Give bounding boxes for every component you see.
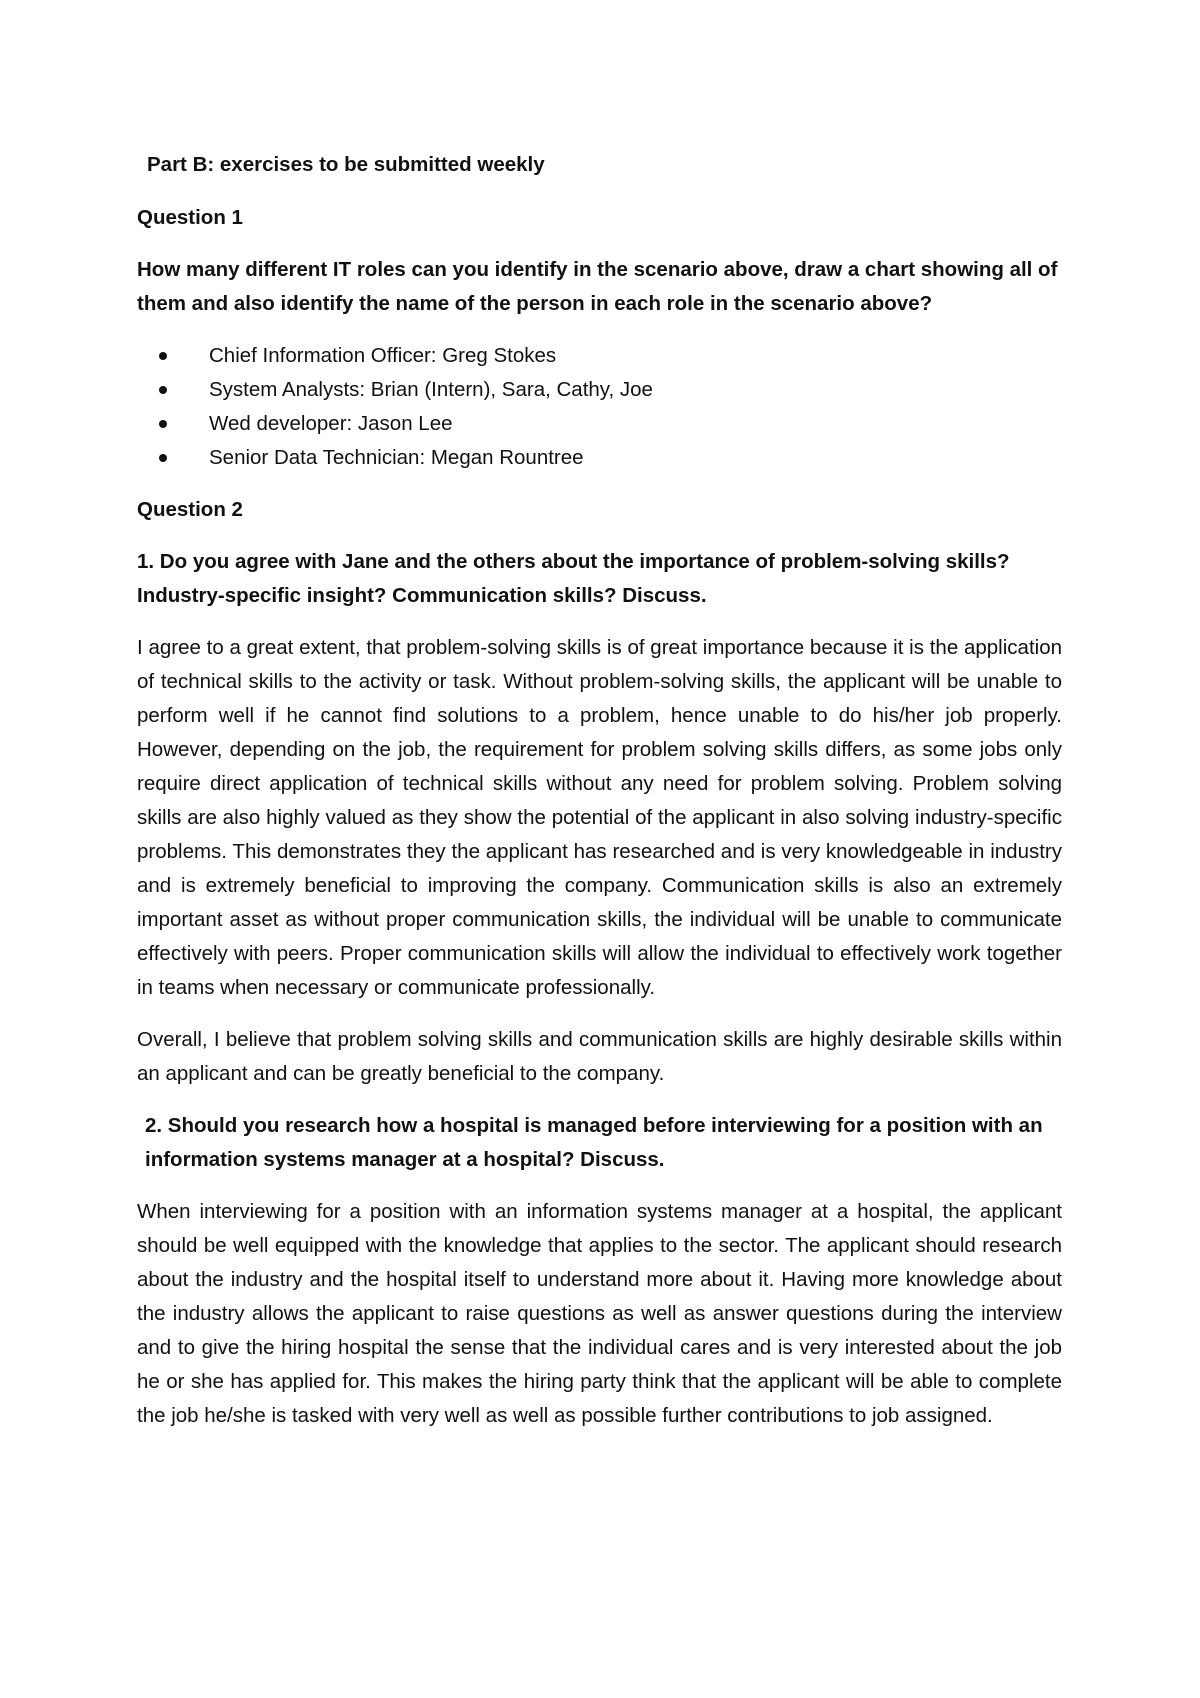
list-item [137, 441, 1062, 475]
question-2-2-prompt: 2. Should you research how a hospital is managed before interviewing for a position with an information systems manager at a hospital? Discuss. [145, 1114, 1043, 1171]
part-title: Part B: exercises to be submitted weekly [147, 153, 545, 176]
role-text: Chief Information Officer: Greg Stokes [209, 344, 557, 367]
bullet-icon [159, 352, 167, 360]
question-2-label: Question 2 [137, 498, 243, 521]
role-text: Wed developer: Jason Lee [209, 412, 453, 435]
list-item [137, 407, 1062, 441]
role-text: System Analysts: Brian (Intern), Sara, Cathy, Joe [209, 378, 653, 401]
question-2-1-answer-paragraph: I agree to a great extent, that problem-solving skills is of great importance because it is the application of technical skills to the activity or task. Without problem-solving skills, the applicant will be unable to perform well if he cannot find solutions to a problem, hence unable to do his/her job properly. However, depending on the job, the requirement for problem solving skills differs, as some jobs only require direct application of technical skills without any need for problem solving. Problem solving skills are also highly valued as they show the potential of the applicant in also solving industry-specific problems. This demonstrates they the applicant has researched and is very knowledgeable in industry and is extremely beneficial to improving the company. Communication skills is also an extremely important asset as without proper communication skills, the individual will be unable to communicate effectively with peers. Proper communication skills will allow the individual to effectively work together in teams when necessary or communicate professionally. [137, 636, 1062, 999]
document-page [137, 148, 1062, 1433]
list-item [137, 339, 1062, 373]
roles-list [137, 339, 1062, 475]
question-2-1-prompt: 1. Do you agree with Jane and the others about the importance of problem-solving skills? Industry-specific insight? Communication skills? Discuss. [137, 550, 1010, 607]
question-2-2-answer-paragraph: When interviewing for a position with an information systems manager at a hospital, the applicant should be well equipped with the knowledge that applies to the sector. The applicant should research about the industry and the hospital itself to understand more about it. Having more knowledge about the industry allows the applicant to raise questions as well as answer questions during the interview and to give the hiring hospital the sense that the individual cares and is very interested about the job he or she has applied for. This makes the hiring party think that the applicant will be able to complete the job he/she is tasked with very well as well as possible further contributions to job assigned. [137, 1200, 1062, 1427]
question-1-prompt: How many different IT roles can you identify in the scenario above, draw a chart showing all of them and also identify the name of the person in each role in the scenario above? [137, 258, 1058, 315]
question-2-1-conclusion-paragraph: Overall, I believe that problem solving skills and communication skills are highly desirable skills within an applicant and can be greatly beneficial to the company. [137, 1028, 1062, 1085]
question-1-label: Question 1 [137, 206, 243, 229]
role-text: Senior Data Technician: Megan Rountree [209, 446, 584, 469]
list-item [137, 373, 1062, 407]
bullet-icon [159, 386, 167, 394]
bullet-icon [159, 420, 167, 428]
bullet-icon [159, 454, 167, 462]
